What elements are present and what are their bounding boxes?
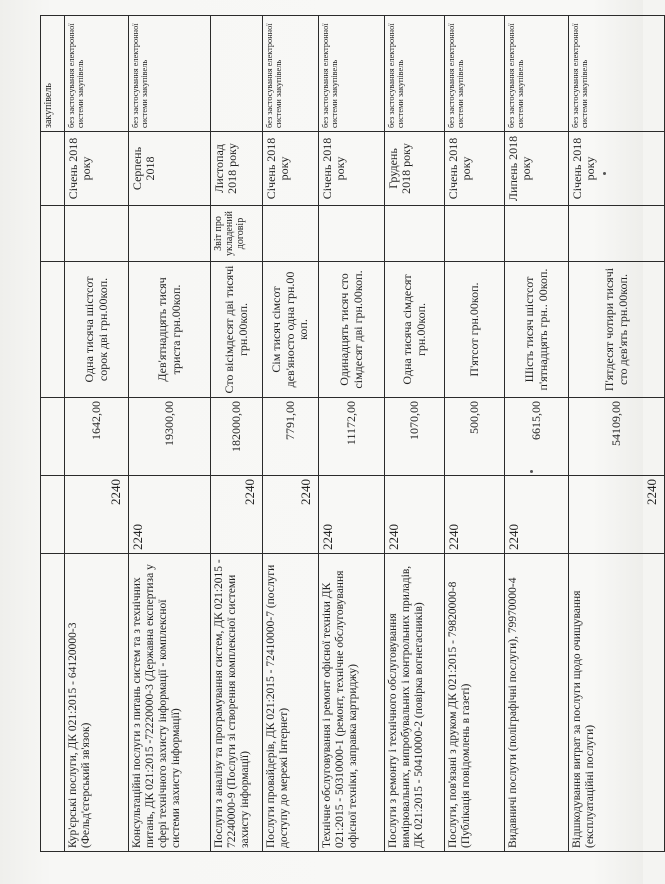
table-row (211, 16, 263, 852)
purchase-date: Серпень 2018 (129, 132, 211, 206)
amount-in-words: Шість тисяч шістсот п'ятнадцять грн.. 00коп. (505, 262, 569, 398)
amount: 6615,00 (505, 398, 569, 476)
purchase-date: Січень 2018 року (569, 132, 665, 206)
amount-in-words: П'ятдесят чотири тисячі сто дев'ять грн.00коп. (569, 262, 665, 398)
amount: 1070,00 (385, 398, 445, 476)
purchase-date: Грудень 2018 року (385, 132, 445, 206)
procedure-note: без застосування електронної системи закупівель (319, 16, 385, 132)
procedure-note: без застосування електронної системи закупівель (263, 16, 319, 132)
amount: 54109,00 (569, 398, 665, 476)
purchase-date: Січень 2018 року (263, 132, 319, 206)
header-cell (41, 554, 65, 852)
ink-dot-mark (530, 470, 533, 473)
header-cell (41, 132, 65, 206)
budget-code: 2240 (569, 476, 665, 554)
amount-in-words: Одна тисяча шістсот сорок дві грн.00коп. (65, 262, 129, 398)
report-note (129, 206, 211, 262)
service-name: Послуги, пов'язані з друком ДК 021:2015 - 79820000-8 (Публікація повідомлень в газеті) (445, 554, 505, 852)
budget-code: 2240 (65, 476, 129, 554)
header-cell (41, 206, 65, 262)
procedure-note: без застосування електронної системи закупівель (129, 16, 211, 132)
amount: 500,00 (445, 398, 505, 476)
service-name: Послуги з аналізу та програмування систем, ДК 021:2015 - 72240000-9 (Послуги зі створення комплексної системи захисту інформації) (211, 554, 263, 852)
amount: 1642,00 (65, 398, 129, 476)
report-note (505, 206, 569, 262)
procedure-note (211, 16, 263, 132)
table-row (445, 16, 505, 852)
amount: 11172,00 (319, 398, 385, 476)
table-row (385, 16, 445, 852)
report-note (263, 206, 319, 262)
report-note (569, 206, 665, 262)
report-note (65, 206, 129, 262)
table-row (263, 16, 319, 852)
rotated-table-wrapper (40, 16, 660, 852)
amount-in-words: Сім тисяч сімсот дев'яносто одна грн.00 коп. (263, 262, 319, 398)
header-cell (41, 262, 65, 398)
budget-code: 2240 (263, 476, 319, 554)
procedure-note: без застосування електронної системи закупівель (65, 16, 129, 132)
report-note: Звіт про укладений договір (211, 206, 263, 262)
purchase-date: Січень 2018 року (445, 132, 505, 206)
table-row (505, 16, 569, 852)
amount-in-words: Одинадцять тисяч сто сімдесят дві грн.00коп. (319, 262, 385, 398)
header-cell-procedure: закупівель (41, 16, 65, 132)
report-note (385, 206, 445, 262)
amount: 182000,00 (211, 398, 263, 476)
service-name: Кур'єрські послуги, ДК 021:2015 - 64120000-3 (Фельд'єгерський зв'язок) (65, 554, 129, 852)
purchase-date: Січень 2018 року (65, 132, 129, 206)
header-cell (41, 476, 65, 554)
budget-code: 2240 (385, 476, 445, 554)
service-name: Видавничі послуги (поліграфічні послуги), 79970000-4 (505, 554, 569, 852)
table-row (569, 16, 665, 852)
procedure-note: без застосування електронної системи закупівель (569, 16, 665, 132)
report-note (445, 206, 505, 262)
purchase-date: Липень 2018 року (505, 132, 569, 206)
amount-in-words: Одна тисяча сімдесят грн.00коп. (385, 262, 445, 398)
budget-code: 2240 (319, 476, 385, 554)
table-row (129, 16, 211, 852)
table-row (65, 16, 129, 852)
budget-code: 2240 (129, 476, 211, 554)
service-name: Консультаційні послуги з питань систем та з технічних питань, ДК 021:2015 -72220000-3 (Державна експертиза у сфері технічного захисту інформації - комплексної системи захисту інформації) (129, 554, 211, 852)
procedure-note: без застосування електронної системи закупівель (445, 16, 505, 132)
service-name: Відшкодування витрат за послуги щодо очищування (експлуатаційні послуги) (569, 554, 665, 852)
purchase-date: Січень 2018 року (319, 132, 385, 206)
procedure-note: без застосування електронної системи закупівель (505, 16, 569, 132)
report-note (319, 206, 385, 262)
purchase-date: Листопад 2018 року (211, 132, 263, 206)
amount-in-words: Сто вісімдесят дві тисячі грн.00коп. (211, 262, 263, 398)
budget-code: 2240 (505, 476, 569, 554)
amount: 19300,00 (129, 398, 211, 476)
budget-code: 2240 (445, 476, 505, 554)
amount-in-words: П'ятсот грн.00коп. (445, 262, 505, 398)
header-row (41, 16, 65, 852)
procurement-plan-table (40, 15, 665, 852)
procedure-note: без застосування електронної системи закупівель (385, 16, 445, 132)
budget-code: 2240 (211, 476, 263, 554)
table-row (319, 16, 385, 852)
amount: 7791,00 (263, 398, 319, 476)
service-name: Технічне обслуговування і ремонт офісної техніки ДК 021:2015 - 50310000-1 (ремонт, технічне обслуговування офісної техніки, заправка картриджу) (319, 554, 385, 852)
amount-in-words: Дев'ятнадцять тисяч триста грн.00коп. (129, 262, 211, 398)
service-name: Послуги з ремонту і технічного обслуговування вимірювальних, випробувальних і контрольних приладів, ДК 021:2015 - 50410000-2 (повірка вогнегасників) (385, 554, 445, 852)
ink-dot-mark (603, 172, 606, 175)
service-name: Послуги провайдерів, ДК 021:2015 - 72410000-7 (послуги доступу до мережі Інтернет) (263, 554, 319, 852)
header-cell (41, 398, 65, 476)
